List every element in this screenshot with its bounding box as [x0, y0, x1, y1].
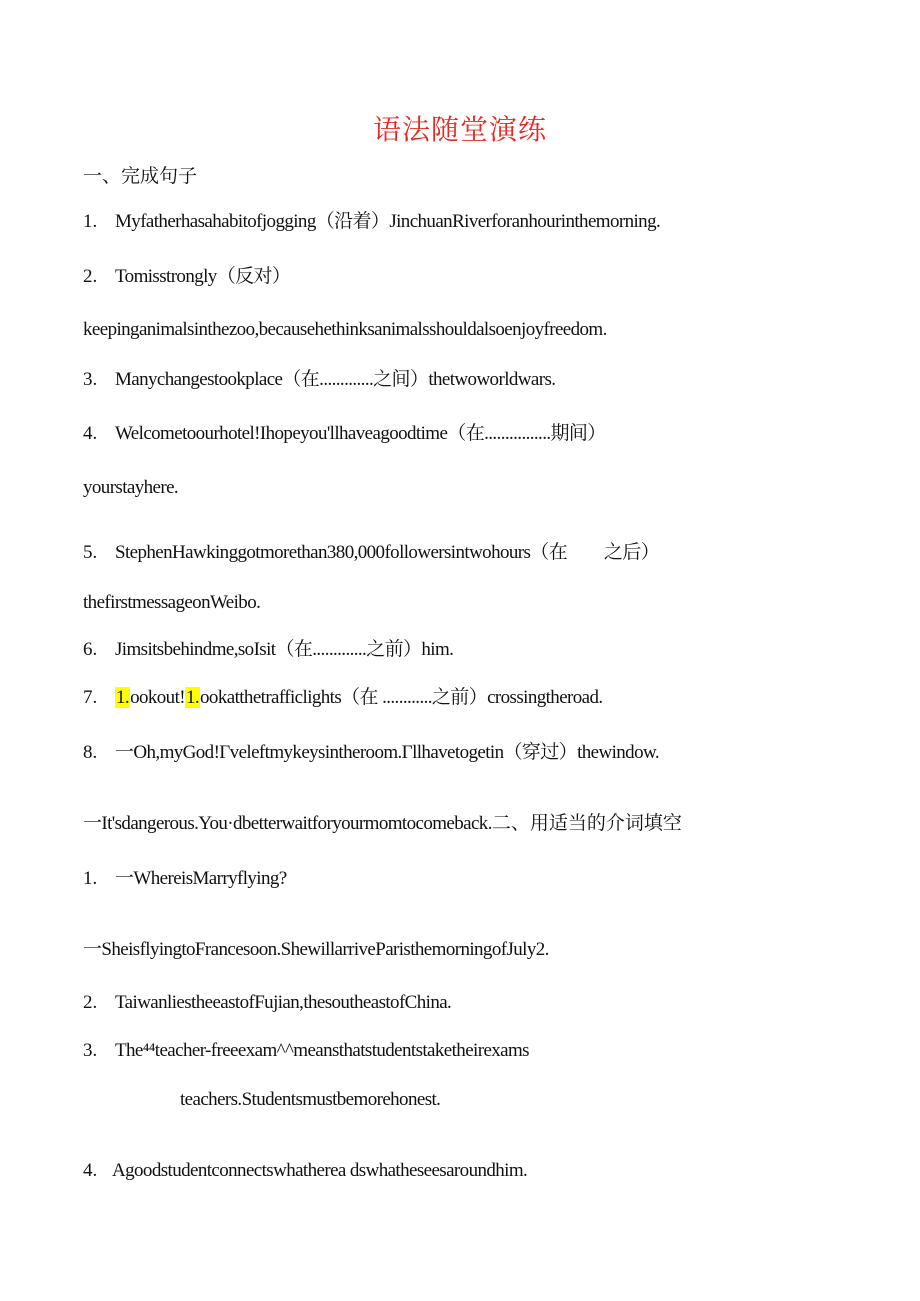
- s1-item-2-cont: keepinganimalsinthezoo,becausehethinksanimalsshouldalsoenjoyfreedom.: [83, 319, 607, 340]
- s2-item-1: [83, 867, 287, 891]
- s2-item-3-cont: teachers.Studentsmustbemorehonest.: [180, 1089, 441, 1110]
- item-text: Agoodstudentconnectswhatherea dswhatheseesaroundhim.: [112, 1160, 528, 1181]
- item-number: 1.: [83, 868, 98, 889]
- item-text: 一WhereisMarryflying?: [115, 868, 287, 889]
- item-number: 2.: [83, 992, 98, 1013]
- item-number: 2.: [83, 266, 98, 287]
- item-text: Tomisstrongly（反对）: [115, 266, 291, 287]
- item-text: ookatthetrafficlights（在 ............之前）crossingtheroad.: [200, 687, 603, 708]
- item-number: 8.: [83, 742, 98, 763]
- s1-item-5-cont: thefirstmessageonWeibo.: [83, 592, 261, 613]
- item-number: 6.: [83, 639, 98, 660]
- item-text: Jimsitsbehindme,soIsit（在.............之前）him.: [115, 639, 454, 660]
- s2-item-1-cont: 一SheisflyingtoFrancesoon.ShewillarriveParisthemorningofJuly2.: [83, 939, 549, 960]
- item-text: TaiwanliestheeastofFujian,thesoutheastofChina.: [115, 992, 452, 1013]
- s1-item-4: [83, 422, 606, 446]
- s1-item-6: [83, 638, 453, 662]
- section1-heading: 一、完成句子: [83, 166, 198, 187]
- s2-item-2: [83, 991, 451, 1015]
- s1-item-4-cont: yourstayhere.: [83, 477, 179, 498]
- section2-heading: 二、用适当的介词填空: [491, 813, 682, 834]
- item-number: 5.: [83, 542, 98, 563]
- s1-item-1: [83, 210, 660, 234]
- highlight-mark: 1.: [185, 687, 200, 708]
- s1-item-5: [83, 541, 659, 565]
- page-title: 语法随堂演练: [372, 113, 547, 146]
- s2-item-4: [83, 1159, 527, 1183]
- item-number: 3.: [83, 1040, 98, 1061]
- item-text: StephenHawkinggotmorethan380,000followersintwohours（在 之后）: [115, 542, 660, 563]
- item-text: Myfatherhasahabitofjogging（沿着）JinchuanRiverforanhourinthemorning.: [115, 211, 661, 232]
- item-text: Manychangestookplace（在.............之间）thetwoworldwars.: [115, 369, 556, 390]
- item-text: The⁴⁴teacher-freeexam^^meansthatstudentstaketheirexams: [115, 1040, 529, 1061]
- s1-item-3: [83, 368, 555, 392]
- s1-item-8: [83, 741, 659, 765]
- item-text: Welcometoourhotel!Ihopeyou'llhaveagoodtime（在................期间）: [115, 423, 606, 444]
- s1-item-7: [83, 686, 603, 710]
- item-number: 1.: [83, 211, 98, 232]
- item-text: 一It'sdangerous.You·dbetterwaitforyourmomtocomeback.: [83, 813, 492, 834]
- item-number: 4.: [83, 423, 98, 444]
- s1-trailing-and-s2-heading: [83, 812, 682, 836]
- s2-item-3: [83, 1039, 529, 1063]
- highlight-mark: 1.: [116, 687, 130, 708]
- s1-item-2: [83, 265, 290, 289]
- item-number: 4.: [83, 1160, 98, 1181]
- item-text: ookout!: [130, 687, 185, 708]
- item-text: 一Oh,myGod!Γveleftmykeysintheroom.Γllhavetogetin（穿过）thewindow.: [115, 742, 660, 763]
- item-number: 7.: [83, 687, 98, 708]
- item-number: 3.: [83, 369, 98, 390]
